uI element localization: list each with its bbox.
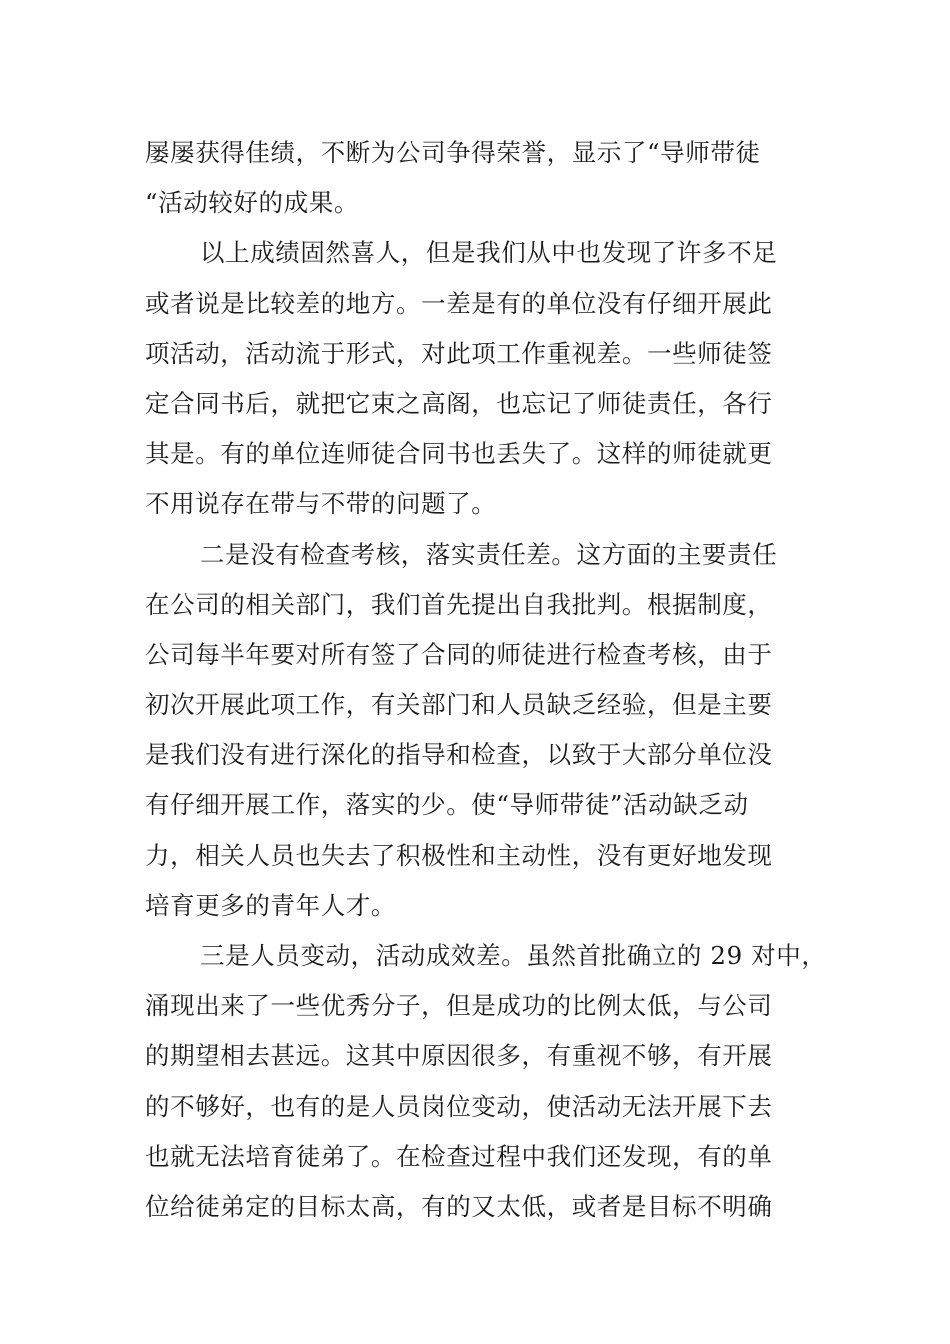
text-line: 其是。有的单位连师徒合同书也丢失了。这样的师徒就更 [145, 439, 773, 469]
document-body [145, 128, 827, 1232]
text-line: 也就无法培育徒弟了。在检查过程中我们还发现，有的单 [145, 1141, 773, 1171]
text-line: 以上成绩固然喜人，但是我们从中也发现了许多不足 [200, 238, 778, 268]
text-line: “活动较好的成果。 [145, 188, 359, 218]
text-line: 三是人员变动，活动成效差。虽然首批确立的 29 对中， [200, 941, 827, 970]
text-line: 不用说存在带与不带的问题了。 [145, 489, 497, 519]
paragraph-4 [145, 931, 827, 1232]
text-line: 定合同书后，就把它束之高阁，也忘记了师徒责任，各行 [145, 388, 773, 418]
text-line: 屡屡获得佳绩，不断为公司争得荣誉，显示了“导师带徒 [145, 138, 761, 167]
text-line: 二是没有检查考核，落实责任差。这方面的主要责任 [200, 539, 778, 569]
text-line: 力，相关人员也失去了积极性和主动性，没有更好地发现 [145, 840, 773, 870]
text-line: 或者说是比较差的地方。一差是有的单位没有仔细开展此 [145, 288, 773, 318]
text-line: 公司每半年要对所有签了合同的师徒进行检查考核，由于 [145, 639, 773, 669]
text-line: 培育更多的青年人才。 [145, 890, 396, 920]
paragraph-1 [145, 128, 815, 228]
paragraph-3 [145, 530, 815, 932]
text-line: 在公司的相关部门，我们首先提出自我批判。根据制度， [145, 589, 773, 619]
text-line: 项活动，活动流于形式，对此项工作重视差。一些师徒签 [145, 338, 773, 368]
text-line: 有仔细开展工作，落实的少。使“导师带徒”活动缺乏动 [145, 790, 749, 820]
text-line: 位给徒弟定的目标太高，有的又太低，或者是目标不明确 [145, 1191, 773, 1221]
text-line: 初次开展此项工作，有关部门和人员缺乏经验，但是主要 [145, 690, 773, 720]
text-line: 的不够好，也有的是人员岗位变动，使活动无法开展下去 [145, 1091, 773, 1121]
text-line: 是我们没有进行深化的指导和检查，以致于大部分单位没 [145, 740, 773, 770]
text-line: 的期望相去甚远。这其中原因很多，有重视不够，有开展 [145, 1041, 773, 1071]
text-line: 涌现出来了一些优秀分子，但是成功的比例太低，与公司 [145, 991, 773, 1021]
paragraph-2 [145, 228, 815, 529]
